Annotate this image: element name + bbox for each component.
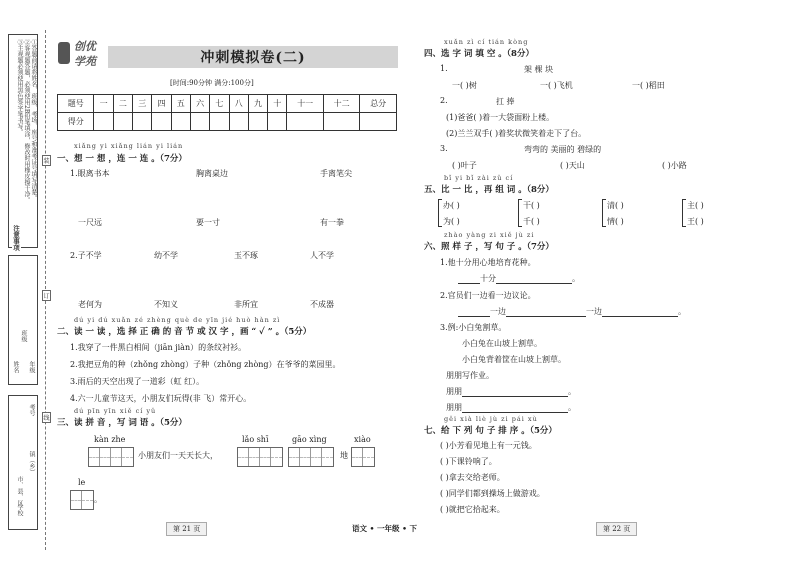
answer-grid-le[interactable] — [70, 490, 94, 510]
s4-q2-line[interactable]: (1)爸爸( )着一大袋面粉上楼。 — [446, 113, 555, 122]
s5-pair[interactable]: 干( ) — [523, 201, 540, 210]
score-header-cell: 一 — [94, 95, 113, 113]
notes-line-2: ②客观题答题，必须使用2B铅笔填涂，修改时用橡皮擦干净。 — [23, 39, 30, 204]
s4-q2-options: 扛 捧 — [496, 97, 515, 106]
s6-q3-answer-2[interactable] — [446, 402, 576, 413]
s6-q3-ex2: 小白兔背着筐在山坡上割草。 — [462, 355, 566, 364]
section2-pinyin: dú yi dú xuǎn zé zhèng què de yīn jié huò hàn zì — [74, 316, 281, 324]
section7-title: 七、给 下 列 句 子 排 序 。（5分） — [424, 426, 557, 436]
s5-pair[interactable]: 情( ) — [607, 217, 624, 226]
s4-q2-line[interactable]: (2)兰兰双手( )着奖状微笑着走下了台。 — [446, 129, 587, 138]
s5-pair[interactable]: 清( ) — [607, 201, 624, 210]
logo-text-1: 创优 — [74, 40, 96, 53]
logo-icon — [58, 42, 70, 64]
s7-item[interactable]: ( )就把它拾起来。 — [440, 505, 505, 514]
field-number-label: 考号 — [28, 404, 35, 416]
s6-q2-period: 。 — [678, 307, 686, 316]
s1-item[interactable]: 非所宜 — [234, 300, 258, 309]
answer-grid-kanzhe[interactable] — [88, 447, 134, 467]
field-region-label: 市、县、区 — [16, 476, 23, 506]
s2-line[interactable]: 2.我把豆角的种（zhǒng zhòng）子种（zhǒng zhòng）在爷爷的菜园里。 — [70, 360, 341, 369]
field-class-label: 班级 — [20, 330, 27, 342]
score-cell[interactable] — [229, 113, 248, 131]
field-name-label: 姓名 — [12, 361, 19, 373]
s6-q3-ex1: 小白兔在山坡上割草。 — [462, 339, 542, 348]
score-cell[interactable] — [113, 113, 132, 131]
score-header-cell: 六 — [190, 95, 209, 113]
s5-pair[interactable]: 主( ) — [687, 201, 704, 210]
score-header-cell: 八 — [229, 95, 248, 113]
score-cell[interactable] — [248, 113, 267, 131]
score-header-cell: 十 — [268, 95, 287, 113]
s4-q3-item[interactable]: ( )小路 — [662, 161, 687, 170]
section1-title: 一、想 一 想 ，连 一 连 。（7分） — [57, 154, 187, 164]
s7-item[interactable]: ( )拿去交给老师。 — [440, 473, 505, 482]
s6-q1-period: 。 — [572, 274, 580, 283]
s6-q2-fill-a: 一边 — [490, 307, 506, 316]
s6-q3-fill-2: 朋朋 — [446, 403, 462, 412]
s6-q3: 3.例:小白兔割草。 — [440, 323, 507, 332]
score-value-row — [58, 113, 397, 131]
s6-q2: 2.官员们一边看一边议论。 — [440, 291, 536, 300]
s1-item[interactable]: 玉不琢 — [234, 251, 258, 260]
logo-text-2: 学苑 — [74, 55, 96, 68]
s6-q1-fill: 十分 — [480, 274, 496, 283]
binding-mark-2: 订 — [42, 290, 51, 301]
pair-bracket-2 — [518, 199, 522, 227]
answer-grid-laoshi[interactable] — [237, 447, 283, 467]
s4-q1-options: 架 棵 块 — [524, 65, 554, 74]
field-town-label: 镇（乡） — [28, 451, 35, 475]
score-header-row — [58, 95, 397, 113]
score-row-label: 得分 — [58, 113, 94, 131]
s1-item[interactable]: 幼不学 — [154, 251, 178, 260]
score-cell[interactable] — [210, 113, 229, 131]
class-name-box — [8, 255, 38, 385]
notes-line-3: ③主观题必须使用黑色签字笔书写。 — [16, 39, 23, 135]
section5-title: 五、比 一 比 ，再 组 词 。（8分） — [424, 185, 554, 195]
s4-q3-item[interactable]: ( )叶子 — [452, 161, 477, 170]
s4-q3-item[interactable]: ( )天山 — [560, 161, 585, 170]
footer-subject: 语文 • 一年级 • 下 — [352, 524, 418, 533]
s3-period: 。 — [94, 495, 102, 504]
section2-title: 二、读 一 读 ，选 择 正 确 的 音 节 或 汉 字 ，画 “ ✓ ” 。（5分） — [57, 327, 312, 337]
notes-title: 注意事项 — [12, 225, 20, 251]
s1-item[interactable]: 老何为 — [78, 300, 102, 309]
score-header-cell: 九 — [248, 95, 267, 113]
s5-pair[interactable]: 为( ) — [443, 217, 460, 226]
s6-q3-answer-1[interactable] — [446, 386, 576, 397]
s1-item[interactable]: 不成器 — [310, 300, 334, 309]
s1-item[interactable]: 胸离桌边 — [196, 169, 228, 178]
score-cell[interactable] — [360, 113, 397, 131]
s5-pair[interactable]: 王( ) — [687, 217, 704, 226]
pair-bracket-1 — [438, 199, 442, 227]
s1-item[interactable]: 不知义 — [154, 300, 178, 309]
section7-pinyin: gěi xià liè jù zi pái xù — [444, 415, 538, 423]
notes-line-1: ①答题前请将姓名、班级、考场、座号和准考证号填写清楚。 — [30, 39, 37, 201]
pinyin-le: le — [78, 478, 86, 487]
s1-item[interactable]: 1.眼离书本 — [70, 169, 110, 178]
score-cell[interactable] — [287, 113, 323, 131]
s2-line[interactable]: 1.我穿了一件黑白相间（jiān jiàn）的条纹衬衫。 — [70, 343, 247, 352]
s6-q1-answer[interactable] — [458, 273, 580, 284]
s1-item[interactable]: 一尺远 — [78, 218, 102, 227]
score-cell[interactable] — [190, 113, 209, 131]
score-cell[interactable] — [152, 113, 171, 131]
s4-q3-options: 弯弯的 美丽的 碧绿的 — [524, 145, 602, 154]
pinyin-gaoxing: gāo xìng — [292, 435, 327, 444]
pinyin-kanzhe: kàn zhe — [94, 435, 126, 444]
s4-q3-label: 3. — [440, 144, 448, 153]
section5-pinyin: bǐ yi bǐ zài zǔ cí — [444, 174, 514, 182]
section1-pinyin: xiǎng yi xiǎng lián yi lián — [74, 142, 184, 150]
s6-q3-task: 朋朋写作业。 — [446, 371, 494, 380]
s6-q3-fill-1: 朋朋 — [446, 387, 462, 396]
binding-mark-1: 装 — [42, 155, 51, 166]
score-header-cell: 二 — [113, 95, 132, 113]
s3-text-di: 地 — [340, 451, 348, 460]
score-header-cell: 十二 — [323, 95, 359, 113]
s1-item[interactable]: 2.子不学 — [70, 251, 102, 260]
s4-q1-item[interactable]: 一( )稻田 — [632, 81, 665, 90]
s5-pair[interactable]: 千( ) — [523, 217, 540, 226]
pair-bracket-3 — [602, 199, 606, 227]
score-header-cell: 五 — [171, 95, 190, 113]
notes-box — [8, 34, 38, 248]
pinyin-laoshi: lǎo shī — [242, 435, 269, 444]
s3-text: 小朋友们一天天长大， — [138, 451, 218, 460]
score-cell[interactable] — [268, 113, 287, 131]
score-header-cell: 总分 — [360, 95, 397, 113]
logo — [58, 38, 106, 70]
score-cell[interactable] — [171, 113, 190, 131]
s1-item[interactable]: 手离笔尖 — [320, 169, 352, 178]
score-header-cell: 十一 — [287, 95, 323, 113]
pair-bracket-4 — [682, 199, 686, 227]
s4-q1-item[interactable]: 一( )飞机 — [540, 81, 573, 90]
score-header-cell: 三 — [133, 95, 152, 113]
s2-line[interactable]: 3.雨后的天空出现了一道彩（虹 红）。 — [70, 377, 205, 386]
s1-item[interactable]: 要一寸 — [196, 218, 220, 227]
section6-title: 六、照 样 子 ，写 句 子 。（7分） — [424, 242, 554, 252]
page-title: 冲刺模拟卷(二) — [200, 50, 306, 66]
score-header-cell: 七 — [210, 95, 229, 113]
page-number-right: 第 22 页 — [596, 522, 637, 536]
page-number-left: 第 21 页 — [166, 522, 207, 536]
score-cell[interactable] — [323, 113, 359, 131]
s4-q2-label: 2. — [440, 96, 448, 105]
score-cell[interactable] — [94, 113, 113, 131]
score-cell[interactable] — [133, 113, 152, 131]
score-table — [57, 94, 397, 131]
score-header-cell: 题号 — [58, 95, 94, 113]
s5-pair[interactable]: 办( ) — [443, 201, 460, 210]
section6-pinyin: zhào yàng zi xiě jù zi — [444, 231, 535, 239]
s4-q1-item[interactable]: 一( )树 — [452, 81, 477, 90]
s7-item[interactable]: ( )同学们都到操场上做游戏。 — [440, 489, 545, 498]
s4-q1-label: 1. — [440, 64, 448, 73]
answer-grid-xiao[interactable] — [351, 447, 375, 467]
section3-pinyin: dú pīn yīn xiě cí yǔ — [74, 407, 157, 415]
s6-q3-period-2: 。 — [568, 403, 576, 412]
school-box — [8, 395, 38, 530]
s1-item[interactable]: 人不学 — [310, 251, 334, 260]
section4-pinyin: xuǎn zì cí tián kòng — [444, 38, 529, 46]
section4-title: 四、选 字 词 填 空 。（8分） — [424, 49, 534, 59]
s7-item[interactable]: ( )小芳看见地上有一元钱。 — [440, 441, 537, 450]
s1-item[interactable]: 有一拳 — [320, 218, 344, 227]
answer-grid-gaoxing[interactable] — [288, 447, 334, 467]
s6-q1: 1.他十分用心地培育花种。 — [440, 258, 536, 267]
binding-mark-3: 线 — [42, 412, 51, 423]
s6-q3-period-1: 。 — [568, 387, 576, 396]
pinyin-xiao: xiào — [354, 435, 371, 444]
s7-item[interactable]: ( )下课铃响了。 — [440, 457, 497, 466]
s6-q2-fill-b: 一边 — [586, 307, 602, 316]
s2-line[interactable]: 4.六一儿童节这天，小朋友们玩得(非 飞）常开心。 — [70, 394, 252, 403]
field-school-label: 学校 — [16, 504, 23, 516]
field-grade-label: 年级 — [28, 361, 35, 373]
s6-q2-answer[interactable] — [458, 306, 686, 317]
section3-title: 三、读 拼 音 ，写 词 语 。（5分） — [57, 418, 187, 428]
exam-info: [时间:90分钟 满分:100分] — [170, 79, 254, 87]
score-header-cell: 四 — [152, 95, 171, 113]
